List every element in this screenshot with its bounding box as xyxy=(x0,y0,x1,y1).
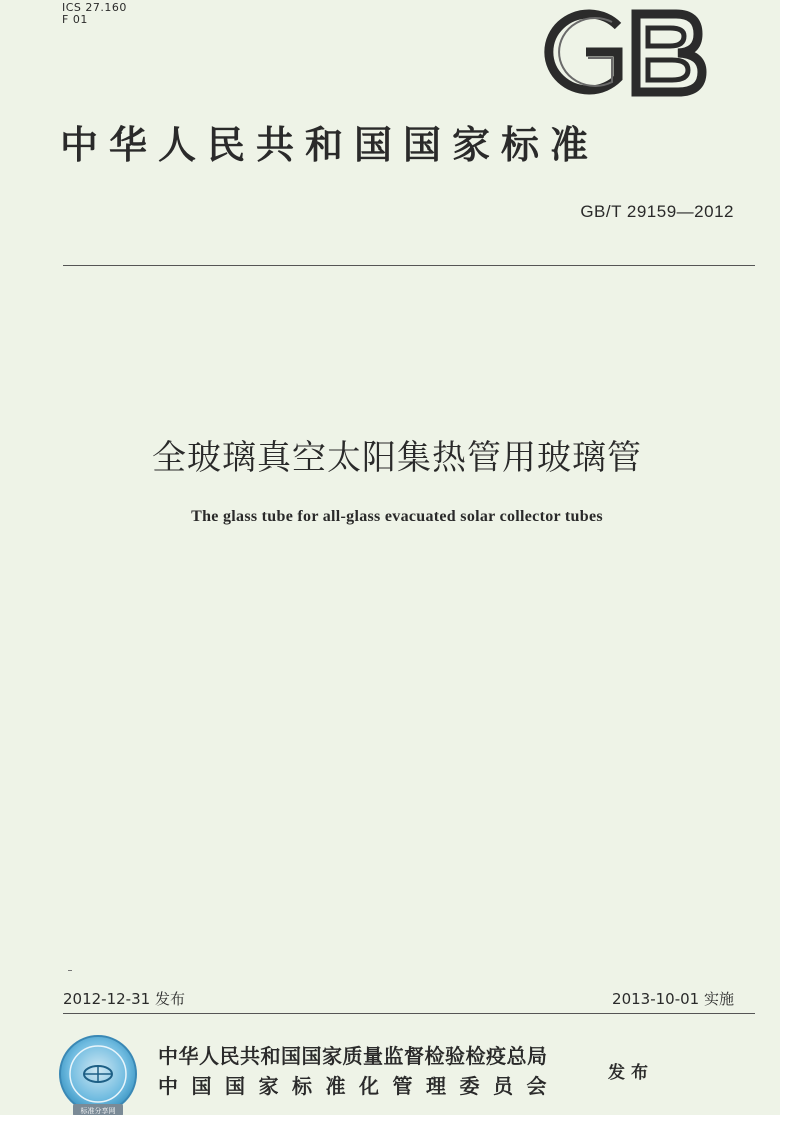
margin-mark xyxy=(68,970,72,971)
document-title-english: The glass tube for all-glass evacuated solar collector tubes xyxy=(191,508,603,525)
seal-stamp-icon xyxy=(53,1032,143,1120)
standard-number: GB/T 29159—2012 xyxy=(580,202,734,221)
gb-logo-icon xyxy=(540,8,710,98)
ccs-code: F 01 xyxy=(62,13,88,26)
top-divider xyxy=(63,265,755,266)
issue-date: 2012-12-31 发布 xyxy=(63,990,185,1008)
document-title-chinese: 全玻璃真空太阳集热管用玻璃管 xyxy=(152,438,642,478)
standard-type-title: 中华人民共和国国家标准 xyxy=(60,123,600,167)
seal-caption: 标准分享网 xyxy=(80,1107,116,1115)
implementation-date: 2013-10-01 实施 xyxy=(612,990,734,1008)
classification-codes xyxy=(62,2,127,26)
logo-text: GB xyxy=(540,8,542,9)
scan-margin-bottom xyxy=(0,1115,794,1123)
issuer-line-2: 中国国家标准化管理委员会 xyxy=(158,1074,560,1098)
issuer-line-1: 中华人民共和国国家质量监督检验检疫总局 xyxy=(158,1044,548,1068)
ics-code: ICS 27.160 xyxy=(62,1,127,14)
bottom-divider xyxy=(63,1013,755,1014)
publish-label: 发布 xyxy=(608,1063,654,1083)
scan-margin-right xyxy=(780,0,794,1123)
